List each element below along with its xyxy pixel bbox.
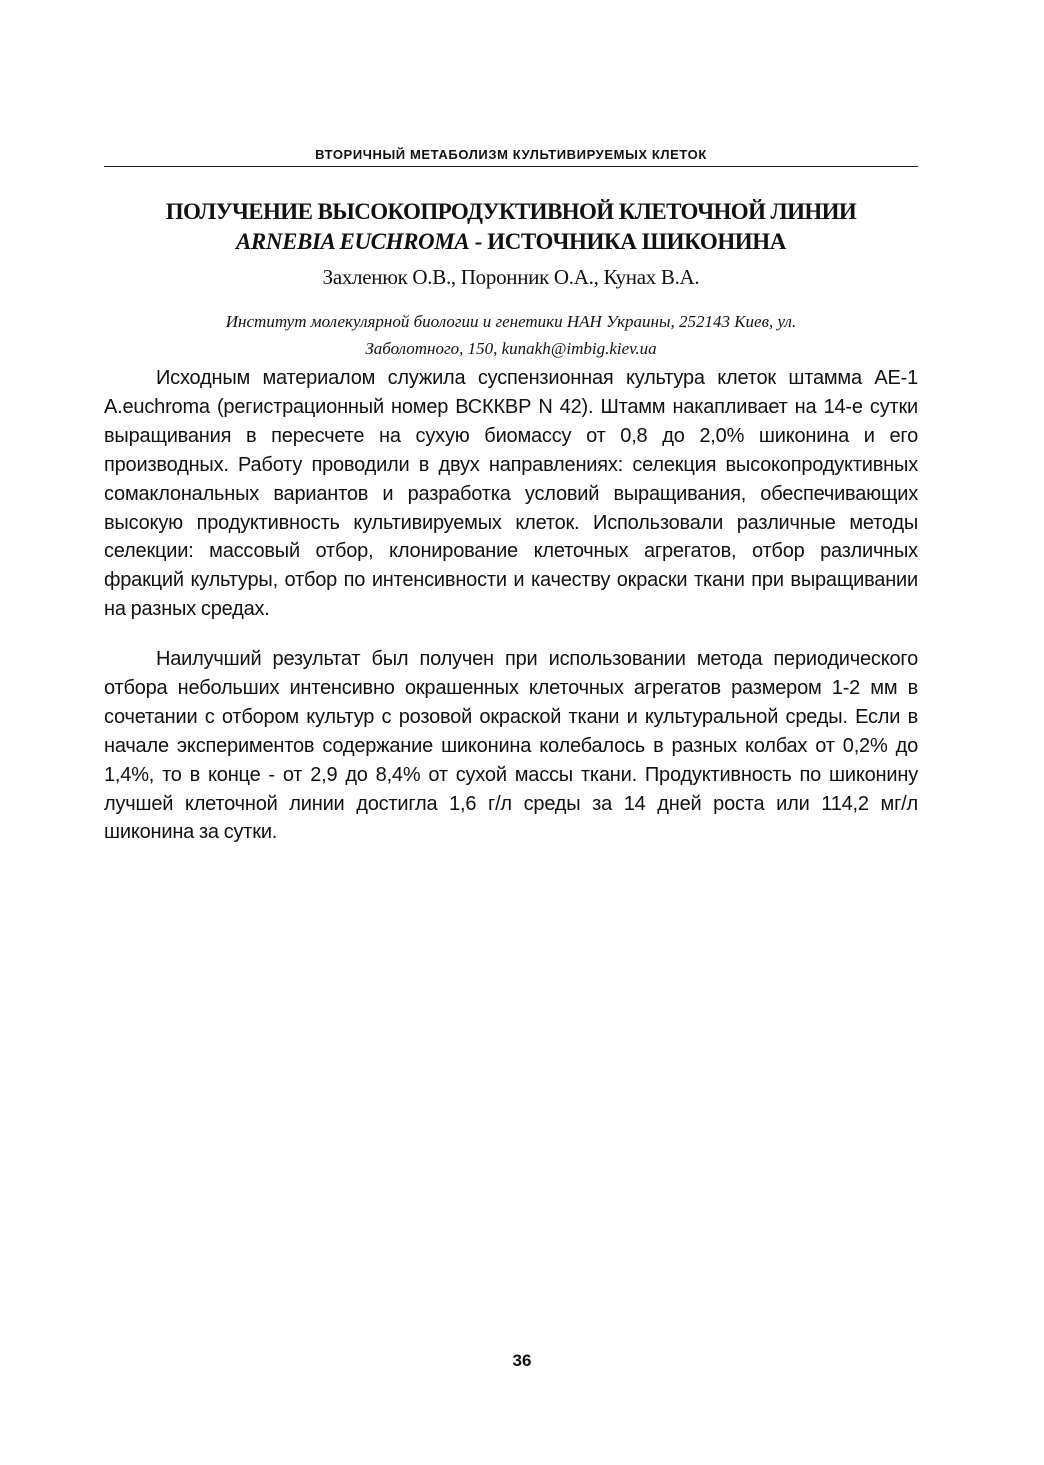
page-number: 36: [512, 1351, 532, 1370]
authors: Захленюк О.В., Поронник О.А., Кунах В.А.: [322, 265, 700, 289]
affiliation-line-1: Институт молекулярной биологии и генетики НАН Украины, 252143 Киев, ул.: [225, 312, 797, 331]
body-paragraph-2: Наилучший результат был получен при использовании метода периодического отбора небольших интенсивно окрашенных клеточных агрегатов размером 1-2 мм в сочетании с отбором культур с розовой окраской ткани и культуральной среды. Если в начале экспериментов содержание шиконина колебалось в разных колбах от 0,2% до 1,4%, то в конце - от 2,9 до 8,4% от сухой массы ткани. Продуктивность по шиконину лучшей клеточной линии достигла 1,6 г/л среды за 14 дней роста или 114,2 мг/л шиконина за сутки.: [104, 648, 918, 844]
species-name: ARNEBIA EUCHROMA: [235, 229, 470, 254]
body-paragraph-1: Исходным материалом служила суспензионная культура клеток штамма AE-1 A.euchroma (регистрационный номер ВСККВР N 42). Штамм накапливает на 14-е сутки выращивания в пересчете на сухую биомассу от 0,8 до 2,0% шиконина и его производных. Работу проводили в двух направлениях: селекция высокопродуктивных сомаклональных вариантов и разработка условий выращивания, обеспечивающих высокую продуктивность культивируемых клеток. Использовали различные методы селекции: массовый отбор, клонирование клеточных агрегатов, отбор различных фракций культуры, отбор по интенсивности и качеству окраски ткани при выращивании на разных средах.: [104, 367, 918, 621]
article-title-line-2: [104, 228, 918, 256]
running-head: ВТОРИЧНЫЙ МЕТАБОЛИЗМ КУЛЬТИВИРУЕМЫХ КЛЕТОК: [315, 147, 707, 162]
header-rule: [104, 166, 918, 167]
affiliation-line-2: Заболотного, 150, kunakh@imbig.kiev.ua: [365, 339, 657, 358]
article-title-line-2-rest: - ИСТОЧНИКА ШИКОНИНА: [469, 229, 786, 254]
article-title-line-1: ПОЛУЧЕНИЕ ВЫСОКОПРОДУКТИВНОЙ КЛЕТОЧНОЙ ЛИНИИ: [165, 199, 857, 224]
